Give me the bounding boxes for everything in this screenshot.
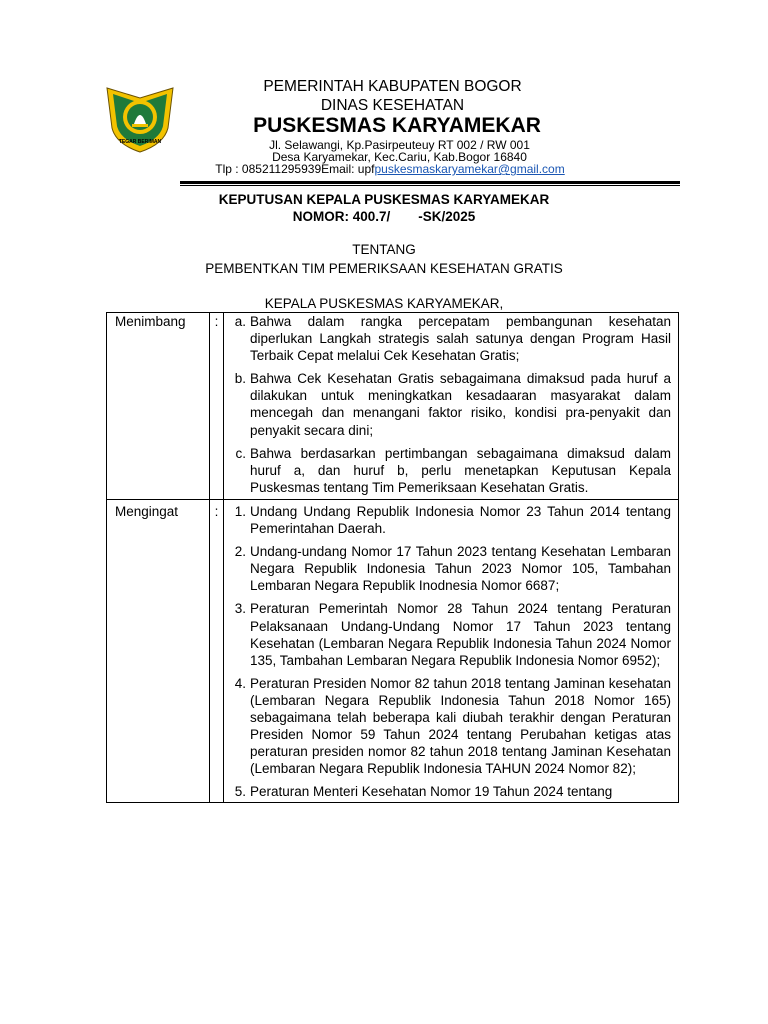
address-line-2: Desa Karyamekar, Kec.Cariu, Kab.Bogor 16840 [272,150,527,164]
decree-number-suffix: -SK/2025 [418,209,476,224]
item-text: Bahwa Cek Kesehatan Gratis sebagaimana dimaksud pada huruf a dilakukan untuk meningkatkan kesadaaran masyarakat dalam mencegah dan menangani faktor risiko, kondisi pra-penyakit dan penyakit secara dini; [250,371,671,438]
contact-phone: Tlp : 085211295939Email: upf [215,162,375,176]
decree-number [0,209,768,224]
contact-line [140,162,640,176]
address-line-1: Jl. Selawangi, Kp.Pasirpeuteuy RT 002 / RW 001 [269,138,530,152]
email-link[interactable]: puskesmaskaryamekar@gmail.com [374,162,565,176]
list-item [224,783,671,800]
list-item [224,503,671,537]
item-text: Undang-undang Nomor 17 Tahun 2023 tentang Kesehatan Lembaran Negara Republik Indonesia Tahun 2023 Nomor 105, Tambahan Lembaran Negara Republik Inodnesia Nomor 6687; [250,544,671,594]
item-text: Peraturan Presiden Nomor 82 tahun 2018 tentang Jaminan kesehatan (Lembaran Negara Republik Indonesia Tahun 2018 Nomor 165) sebagaimana telah beberapa kali diubah terakhir dengan Peraturan Presiden Nomor 59 Tahun 2024 tentang Perubahan ketigas atas peraturan presiden nomor 82 tahun 2018 tentang Jaminan Kesehatan (Lembaran Negara Republik Indonesia TAHUN 2024 Nomor 82); [250,675,671,777]
institution-title: PUSKESMAS KARYAMEKAR [253,114,541,137]
decree-issuer: KEPALA PUSKESMAS KARYAMEKAR, [264,296,504,311]
item-marker: 1. [234,503,246,519]
list-item [224,370,671,438]
list-item [224,313,671,364]
item-text: Peraturan Pemerintah Nomor 28 Tahun 2024 tentang Peraturan Pelaksanaan Undang-Undang Nomor 17 Tahun 2023 tentang Kesehatan (Lembaran Negara Republik Indonesia Tahun 2024 Nomor 135, Tambahan Lembaran Negara Republik Indonesia Nomor 6952); [250,601,671,668]
item-marker: a. [234,314,246,329]
item-text: Bahwa berdasarkan pertimbangan sebagaimana dimaksud dalam huruf a, dan huruf b, perlu menetapkan Keputusan Kepala Puskesmas tentang Tim Pemeriksaan Kesehatan Gratis. [250,445,671,495]
section-colon: : [210,499,224,803]
section-label: Menimbang [107,313,210,500]
decree-number-prefix: NOMOR: 400.7/ [292,209,391,224]
header-rule-thin [180,185,680,186]
section-label: Mengingat [107,499,210,803]
section-colon: : [210,313,224,500]
government-name: PEMERINTAH KABUPATEN BOGOR [263,78,522,95]
item-marker: 5. [234,784,246,800]
header-rule-thick [180,181,680,184]
item-marker: 3. [234,601,246,617]
list-item [224,675,671,778]
section-body [224,499,679,803]
item-marker: 2. [234,544,246,560]
list-item [224,445,671,496]
item-marker: b. [234,371,246,387]
decree-subject: PEMBENTKAN TIM PEMERIKSAAN KESEHATAN GRATIS [205,261,563,276]
item-text: Bahwa dalam rangka percepatam pembangunan kesehatan diperlukan Langkah strategis salah satunya dengan Program Hasil Terbaik Cepat melalui Cek Kesehatan Gratis; [250,314,671,364]
section-mengingat [107,499,679,803]
decree-title: KEPUTUSAN KEPALA PUSKESMAS KARYAMEKAR [218,192,550,207]
decree-about: TENTANG [352,242,416,257]
item-marker: 4. [234,675,246,691]
list-item [224,600,671,668]
item-text: Undang Undang Republik Indonesia Nomor 23 Tahun 2014 tentang Pemerintahan Daerah. [250,503,671,537]
considerations-table [106,312,679,803]
department-name: DINAS KESEHATAN [320,97,465,114]
section-menimbang [107,313,679,500]
logo-motto: TEGAR BERIMAN [118,139,162,145]
item-text: Peraturan Menteri Kesehatan Nomor 19 Tahun 2024 tentang [250,784,613,800]
item-marker: c. [235,445,246,461]
list-item [224,543,671,594]
section-body [224,313,679,500]
